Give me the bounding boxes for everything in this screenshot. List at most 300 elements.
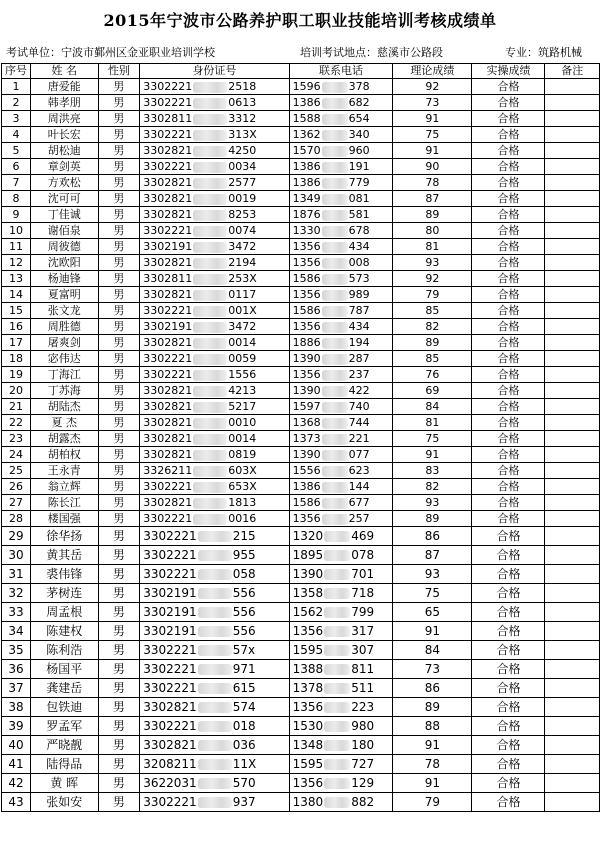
phone-suffix: 191 <box>348 160 370 173</box>
cell-id-number <box>140 175 289 191</box>
cell-sex: 男 <box>98 255 140 271</box>
cell-name: 杨国平 <box>30 660 98 679</box>
cell-practice-result: 合格 <box>472 111 545 127</box>
cell-name: 唐爱能 <box>30 79 98 95</box>
cell-theory-score: 76 <box>393 367 472 383</box>
cell-practice-result: 合格 <box>472 660 545 679</box>
cell-practice-result: 合格 <box>472 717 545 736</box>
cell-phone <box>289 159 393 175</box>
redaction-blur <box>193 338 227 349</box>
id-prefix: 3302221 <box>143 224 193 237</box>
cell-id-number <box>140 603 289 622</box>
cell-no: 23 <box>2 431 31 447</box>
phone-suffix: 434 <box>348 320 370 333</box>
id-suffix: 0819 <box>228 448 257 461</box>
table-row <box>2 383 600 399</box>
cell-name: 沈可可 <box>30 191 98 207</box>
redaction-blur <box>322 434 348 445</box>
table-row <box>2 546 600 565</box>
cell-name: 翁立辉 <box>30 479 98 495</box>
cell-name: 谢佰泉 <box>30 223 98 239</box>
cell-no: 20 <box>2 383 31 399</box>
phone-suffix: 434 <box>348 240 370 253</box>
phone-suffix: 779 <box>348 176 370 189</box>
table-row <box>2 207 600 223</box>
cell-theory-score: 75 <box>393 584 472 603</box>
phone-prefix: 1356 <box>292 368 321 381</box>
redaction-blur <box>322 322 348 333</box>
cell-no: 18 <box>2 351 31 367</box>
id-prefix: 3302191 <box>143 320 193 333</box>
cell-note <box>545 641 600 660</box>
phone-suffix: 180 <box>351 738 375 752</box>
phone-prefix: 1586 <box>292 496 321 509</box>
cell-theory-score: 81 <box>393 415 472 431</box>
cell-id-number <box>140 479 289 495</box>
cell-sex: 男 <box>98 79 140 95</box>
cell-note <box>545 463 600 479</box>
cell-name: 沈欧阳 <box>30 255 98 271</box>
cell-theory-score: 78 <box>393 755 472 774</box>
cell-id-number <box>140 774 289 793</box>
cell-sex: 男 <box>98 679 140 698</box>
id-prefix: 3326211 <box>143 464 193 477</box>
redaction-blur <box>322 290 348 301</box>
cell-note <box>545 774 600 793</box>
cell-name: 裘伟锋 <box>30 565 98 584</box>
cell-practice-result: 合格 <box>472 207 545 223</box>
redaction-blur <box>322 418 348 429</box>
redaction-blur <box>322 402 348 413</box>
redaction-blur <box>322 338 348 349</box>
id-suffix: 0019 <box>228 192 257 205</box>
redaction-blur <box>193 434 227 445</box>
id-suffix: 2194 <box>228 256 257 269</box>
cell-no: 43 <box>2 793 31 812</box>
cell-id-number <box>140 207 289 223</box>
phone-prefix: 1330 <box>292 224 321 237</box>
table-row <box>2 641 600 660</box>
phone-prefix: 1895 <box>292 548 324 562</box>
cell-note <box>545 511 600 527</box>
cell-id-number <box>140 367 289 383</box>
redaction-blur <box>198 778 232 789</box>
table-row <box>2 698 600 717</box>
phone-suffix: 718 <box>351 586 375 600</box>
redaction-blur <box>324 778 350 789</box>
cell-id-number <box>140 335 289 351</box>
cell-sex: 男 <box>98 223 140 239</box>
cell-name: 陈长江 <box>30 495 98 511</box>
redaction-blur <box>324 721 350 732</box>
cell-no: 9 <box>2 207 31 223</box>
cell-id-number <box>140 127 289 143</box>
phone-suffix: 129 <box>351 776 375 790</box>
phone-suffix: 469 <box>351 529 375 543</box>
cell-practice-result: 合格 <box>472 603 545 622</box>
redaction-blur <box>322 258 348 269</box>
cell-note <box>545 79 600 95</box>
cell-no: 28 <box>2 511 31 527</box>
cell-no: 3 <box>2 111 31 127</box>
cell-practice-result: 合格 <box>472 793 545 812</box>
table-row <box>2 79 600 95</box>
redaction-blur <box>322 450 348 461</box>
cell-name: 丁海江 <box>30 367 98 383</box>
cell-practice-result: 合格 <box>472 679 545 698</box>
cell-theory-score: 79 <box>393 287 472 303</box>
cell-theory-score: 91 <box>393 622 472 641</box>
redaction-blur <box>193 98 227 109</box>
redaction-blur <box>324 702 350 713</box>
cell-theory-score: 91 <box>393 774 472 793</box>
cell-note <box>545 479 600 495</box>
cell-note <box>545 111 600 127</box>
cell-no: 26 <box>2 479 31 495</box>
cell-phone <box>289 584 393 603</box>
cell-phone <box>289 319 393 335</box>
redaction-blur <box>193 354 227 365</box>
cell-theory-score: 89 <box>393 335 472 351</box>
cell-theory-score: 85 <box>393 351 472 367</box>
cell-sex: 男 <box>98 399 140 415</box>
cell-id-number <box>140 191 289 207</box>
cell-note <box>545 603 600 622</box>
cell-theory-score: 65 <box>393 603 472 622</box>
table-row <box>2 271 600 287</box>
phone-prefix: 1386 <box>292 96 321 109</box>
redaction-blur <box>198 759 232 770</box>
phone-suffix: 960 <box>348 144 370 157</box>
cell-note <box>545 207 600 223</box>
cell-no: 17 <box>2 335 31 351</box>
id-prefix: 3302821 <box>143 416 193 429</box>
redaction-blur <box>322 482 348 493</box>
table-header-row <box>2 64 600 79</box>
cell-theory-score: 93 <box>393 495 472 511</box>
redaction-blur <box>324 645 350 656</box>
cell-name: 丁佳诚 <box>30 207 98 223</box>
redaction-blur <box>193 322 227 333</box>
cell-theory-score: 88 <box>393 717 472 736</box>
cell-note <box>545 271 600 287</box>
cell-phone <box>289 565 393 584</box>
phone-prefix: 1378 <box>292 681 324 695</box>
phone-suffix: 677 <box>348 496 370 509</box>
cell-practice-result: 合格 <box>472 431 545 447</box>
cell-theory-score: 84 <box>393 399 472 415</box>
id-suffix: 4250 <box>228 144 257 157</box>
redaction-blur <box>324 664 350 675</box>
phone-prefix: 1390 <box>292 352 321 365</box>
table-row <box>2 660 600 679</box>
redaction-blur <box>198 550 232 561</box>
table-row <box>2 495 600 511</box>
table-row <box>2 239 600 255</box>
phone-suffix: 378 <box>348 80 370 93</box>
header-sex: 性别 <box>98 64 140 79</box>
cell-sex: 男 <box>98 511 140 527</box>
cell-theory-score: 84 <box>393 641 472 660</box>
id-suffix: 5217 <box>228 400 257 413</box>
id-prefix: 3302221 <box>143 480 193 493</box>
id-prefix: 3302221 <box>143 643 197 657</box>
cell-name: 张文龙 <box>30 303 98 319</box>
cell-phone <box>289 479 393 495</box>
cell-name: 胡松迪 <box>30 143 98 159</box>
cell-practice-result: 合格 <box>472 79 545 95</box>
phone-prefix: 1386 <box>292 160 321 173</box>
cell-no: 19 <box>2 367 31 383</box>
cell-phone <box>289 603 393 622</box>
phone-suffix: 077 <box>348 448 370 461</box>
id-prefix: 3302821 <box>143 288 193 301</box>
redaction-blur <box>193 194 227 205</box>
cell-note <box>545 698 600 717</box>
cell-phone <box>289 736 393 755</box>
cell-no: 11 <box>2 239 31 255</box>
id-suffix: 955 <box>232 548 256 562</box>
phone-prefix: 1386 <box>292 480 321 493</box>
id-prefix: 3302221 <box>143 719 197 733</box>
redaction-blur <box>193 482 227 493</box>
cell-id-number <box>140 143 289 159</box>
cell-phone <box>289 143 393 159</box>
cell-phone <box>289 399 393 415</box>
table-row <box>2 191 600 207</box>
cell-sex: 男 <box>98 622 140 641</box>
cell-no: 12 <box>2 255 31 271</box>
cell-sex: 男 <box>98 191 140 207</box>
cell-note <box>545 755 600 774</box>
cell-no: 7 <box>2 175 31 191</box>
cell-note <box>545 143 600 159</box>
cell-practice-result: 合格 <box>472 143 545 159</box>
cell-sex: 男 <box>98 239 140 255</box>
cell-note <box>545 565 600 584</box>
id-suffix: 0059 <box>228 352 257 365</box>
phone-prefix: 1368 <box>292 416 321 429</box>
cell-sex: 男 <box>98 546 140 565</box>
cell-name: 夏 杰 <box>30 415 98 431</box>
cell-sex: 男 <box>98 755 140 774</box>
cell-practice-result: 合格 <box>472 351 545 367</box>
redaction-blur <box>193 418 227 429</box>
cell-no: 1 <box>2 79 31 95</box>
cell-practice-result: 合格 <box>472 127 545 143</box>
id-suffix: 8253 <box>228 208 257 221</box>
id-prefix: 3208211 <box>143 757 197 771</box>
cell-note <box>545 223 600 239</box>
cell-name: 叶长宏 <box>30 127 98 143</box>
phone-suffix: 678 <box>348 224 370 237</box>
cell-phone <box>289 239 393 255</box>
cell-note <box>545 319 600 335</box>
cell-theory-score: 86 <box>393 679 472 698</box>
cell-id-number <box>140 546 289 565</box>
redaction-blur <box>193 514 227 525</box>
phone-suffix: 980 <box>351 719 375 733</box>
id-suffix: 0016 <box>228 512 257 525</box>
phone-prefix: 1356 <box>292 320 321 333</box>
cell-name: 屠爽剑 <box>30 335 98 351</box>
cell-practice-result: 合格 <box>472 698 545 717</box>
id-suffix: 57x <box>232 643 256 657</box>
cell-no: 38 <box>2 698 31 717</box>
cell-sex: 男 <box>98 111 140 127</box>
id-prefix: 3302191 <box>143 605 197 619</box>
phone-prefix: 1390 <box>292 384 321 397</box>
cell-theory-score: 92 <box>393 79 472 95</box>
cell-no: 8 <box>2 191 31 207</box>
cell-phone <box>289 774 393 793</box>
table-row <box>2 447 600 463</box>
table-row <box>2 415 600 431</box>
redaction-blur <box>322 466 348 477</box>
phone-prefix: 1588 <box>292 112 321 125</box>
cell-practice-result: 合格 <box>472 223 545 239</box>
cell-phone <box>289 495 393 511</box>
cell-sex: 男 <box>98 603 140 622</box>
cell-note <box>545 793 600 812</box>
phone-prefix: 1876 <box>292 208 321 221</box>
id-suffix: 0117 <box>228 288 257 301</box>
cell-id-number <box>140 255 289 271</box>
phone-prefix: 1358 <box>292 586 324 600</box>
redaction-blur <box>193 130 227 141</box>
id-prefix: 3302821 <box>143 448 193 461</box>
id-suffix: 036 <box>232 738 256 752</box>
cell-practice-result: 合格 <box>472 736 545 755</box>
phone-suffix: 081 <box>348 192 370 205</box>
id-suffix: 0010 <box>228 416 257 429</box>
cell-sex: 男 <box>98 335 140 351</box>
redaction-blur <box>324 607 350 618</box>
cell-phone <box>289 111 393 127</box>
cell-no: 21 <box>2 399 31 415</box>
cell-phone <box>289 207 393 223</box>
id-suffix: 3312 <box>228 112 257 125</box>
cell-name: 胡陆杰 <box>30 399 98 415</box>
exam-location: 培训考试地点：慈溪市公路段 <box>300 46 443 59</box>
phone-suffix: 682 <box>348 96 370 109</box>
cell-practice-result: 合格 <box>472 755 545 774</box>
id-suffix: 0014 <box>228 336 257 349</box>
phone-prefix: 1586 <box>292 304 321 317</box>
phone-prefix: 1595 <box>292 643 324 657</box>
phone-suffix: 340 <box>348 128 370 141</box>
cell-name: 楼国强 <box>30 511 98 527</box>
cell-id-number <box>140 755 289 774</box>
cell-phone <box>289 698 393 717</box>
id-suffix: 018 <box>232 719 256 733</box>
cell-practice-result: 合格 <box>472 565 545 584</box>
id-suffix: 215 <box>232 529 256 543</box>
id-suffix: 556 <box>232 605 256 619</box>
cell-phone <box>289 175 393 191</box>
cell-phone <box>289 431 393 447</box>
id-suffix: 2577 <box>228 176 257 189</box>
cell-name: 严晓靓 <box>30 736 98 755</box>
phone-suffix: 194 <box>348 336 370 349</box>
redaction-blur <box>198 588 232 599</box>
cell-no: 4 <box>2 127 31 143</box>
cell-theory-score: 78 <box>393 175 472 191</box>
redaction-blur <box>324 550 350 561</box>
cell-practice-result: 合格 <box>472 95 545 111</box>
redaction-blur <box>198 645 232 656</box>
id-prefix: 3302221 <box>143 128 193 141</box>
cell-note <box>545 383 600 399</box>
table-row <box>2 755 600 774</box>
cell-sex: 男 <box>98 367 140 383</box>
phone-prefix: 1570 <box>292 144 321 157</box>
cell-practice-result: 合格 <box>472 584 545 603</box>
cell-id-number <box>140 159 289 175</box>
score-table <box>1 63 600 812</box>
redaction-blur <box>193 258 227 269</box>
cell-practice-result: 合格 <box>472 463 545 479</box>
cell-no: 16 <box>2 319 31 335</box>
cell-name: 王永青 <box>30 463 98 479</box>
id-prefix: 3302821 <box>143 192 193 205</box>
cell-id-number <box>140 660 289 679</box>
table-row <box>2 774 600 793</box>
cell-phone <box>289 383 393 399</box>
id-prefix: 3302221 <box>143 80 193 93</box>
cell-name: 周洪亮 <box>30 111 98 127</box>
cell-name: 周彼德 <box>30 239 98 255</box>
phone-prefix: 1886 <box>292 336 321 349</box>
id-prefix: 3302221 <box>143 96 193 109</box>
redaction-blur <box>324 626 350 637</box>
phone-prefix: 1586 <box>292 272 321 285</box>
cell-sex: 男 <box>98 565 140 584</box>
cell-note <box>545 736 600 755</box>
cell-no: 13 <box>2 271 31 287</box>
cell-id-number <box>140 447 289 463</box>
redaction-blur <box>193 402 227 413</box>
id-prefix: 3302821 <box>143 384 193 397</box>
table-row <box>2 679 600 698</box>
id-prefix: 3302221 <box>143 529 197 543</box>
cell-phone <box>289 191 393 207</box>
phone-suffix: 223 <box>351 700 375 714</box>
cell-id-number <box>140 622 289 641</box>
id-suffix: 058 <box>232 567 256 581</box>
cell-note <box>545 447 600 463</box>
cell-practice-result: 合格 <box>472 159 545 175</box>
cell-note <box>545 399 600 415</box>
redaction-blur <box>193 370 227 381</box>
id-prefix: 3302821 <box>143 176 193 189</box>
redaction-blur <box>322 178 348 189</box>
table-row <box>2 143 600 159</box>
redaction-blur <box>322 194 348 205</box>
cell-id-number <box>140 351 289 367</box>
redaction-blur <box>322 226 348 237</box>
redaction-blur <box>193 386 227 397</box>
phone-prefix: 1596 <box>292 80 321 93</box>
phone-prefix: 1356 <box>292 240 321 253</box>
table-row <box>2 584 600 603</box>
cell-id-number <box>140 95 289 111</box>
redaction-blur <box>193 210 227 221</box>
cell-sex: 男 <box>98 463 140 479</box>
cell-name: 茅树连 <box>30 584 98 603</box>
id-prefix: 3302821 <box>143 256 193 269</box>
cell-no: 15 <box>2 303 31 319</box>
